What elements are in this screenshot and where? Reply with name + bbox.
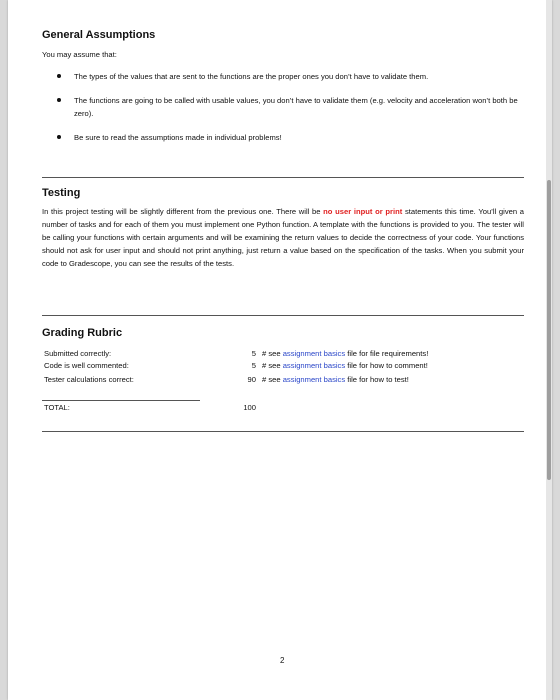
rubric-row: Submitted correctly: 5 # see assignment basics file for file requirements! bbox=[44, 349, 429, 358]
emphasis-text: no user input or print bbox=[323, 207, 403, 216]
testing-heading: Testing bbox=[42, 187, 81, 199]
assumptions-heading: General Assumptions bbox=[42, 29, 156, 41]
list-item: The functions are going to be called with usable values, you don’t have to validate them (e.g. velocity and acceleration won’t both be zero). bbox=[42, 94, 524, 120]
section-divider bbox=[42, 315, 524, 316]
scrollbar[interactable] bbox=[546, 0, 552, 700]
document-page bbox=[8, 0, 552, 700]
assumptions-intro: You may assume that: bbox=[42, 50, 117, 59]
rubric-row: Code is well commented: 5 # see assignment basics file for how to comment! bbox=[44, 361, 428, 370]
total-row: TOTAL: 100 bbox=[44, 403, 256, 412]
assignment-basics-link[interactable]: assignment basics bbox=[282, 349, 346, 358]
assumptions-list bbox=[42, 70, 524, 155]
bullet-icon bbox=[57, 135, 61, 139]
assignment-basics-link[interactable]: assignment basics bbox=[282, 361, 346, 370]
rubric-heading: Grading Rubric bbox=[42, 327, 123, 339]
bullet-icon bbox=[57, 74, 61, 78]
testing-paragraph: In this project testing will be slightly different from the previous one. There will be no user input or print statements this time. You’ll given a number of tasks and for each of them you must implement one Python function. A template with the functions is provided to you. The tester will be calling your functions with certain arguments and will be examining the return values to decide the correctness of your code. Your functions should not ask for user input and should not print anything, just return a value based on the specification of the tasks. When you submit your code to Gradescope, you can see the results of the tests. bbox=[42, 207, 524, 268]
bullet-icon bbox=[57, 98, 61, 102]
section-divider bbox=[42, 431, 524, 432]
total-divider bbox=[42, 400, 200, 401]
rubric-row: Tester calculations correct: 90 # see assignment basics file for how to test! bbox=[44, 375, 409, 384]
page-number: 2 bbox=[280, 656, 285, 665]
section-divider bbox=[42, 177, 524, 178]
list-item: The types of the values that are sent to the functions are the proper ones you don’t have to validate them. bbox=[42, 70, 524, 83]
scrollbar-thumb[interactable] bbox=[547, 180, 551, 480]
assignment-basics-link[interactable]: assignment basics bbox=[282, 375, 346, 384]
list-item: Be sure to read the assumptions made in individual problems! bbox=[42, 131, 524, 144]
